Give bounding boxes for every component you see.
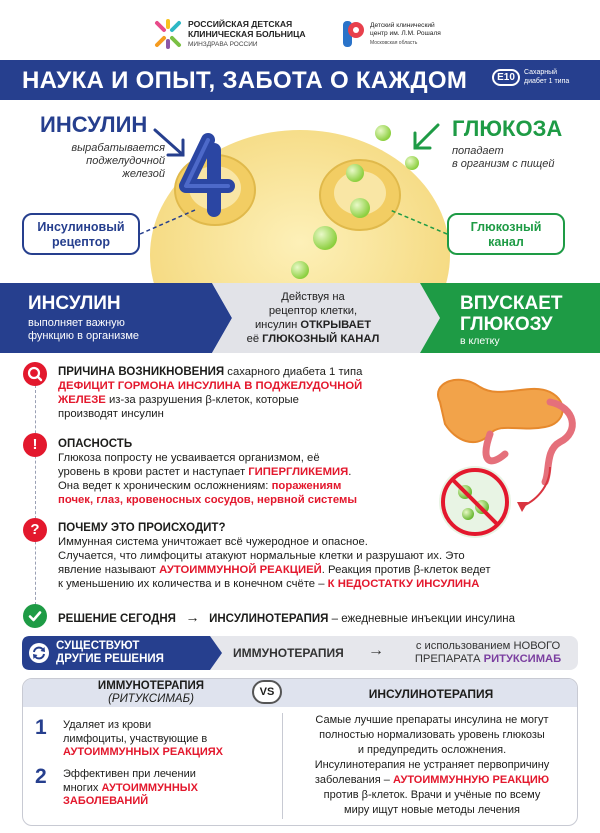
insulin-subtitle: вырабатывается поджелудочной железой: [71, 142, 165, 180]
insulin-therapy-text: Самые лучшие препараты инсулина не могут полностью нормализовать уровень глюкозы и предупредить осложнения. Инсулинотерапия не устраняет первопричину заболевания – АУТОИММУННУЮ РЕАКЦИЮ против β-клеток. Врачи и учёные по всему миру ищут новые методы лечения: [314, 714, 550, 816]
timeline-line: [35, 385, 36, 610]
rdkb-logo-icon: [152, 18, 184, 50]
column-divider: [282, 713, 283, 819]
arrow-icon: →: [368, 642, 384, 659]
warning-icon: !: [23, 433, 47, 457]
danger-section: ОПАСНОСТЬ Глюкоза попросту не усваивается организмом, её уровень в крови растет и наступает ГИПЕРГЛИКЕМИЯ. Она ведет к хроническим осложнениям: поражениям почек, глаз, кровеносных сосудов, нервной системы: [58, 438, 357, 506]
insulin-title: ИНСУЛИН: [40, 112, 148, 137]
glucose-title: ГЛЮКОЗА: [452, 116, 563, 141]
banner-title: НАУКА И ОПЫТ, ЗАБОТА О КАЖДОМ: [22, 67, 468, 94]
right-column-title: ИНСУЛИНОТЕРАПИЯ: [368, 687, 494, 701]
roshal-logo: [340, 18, 470, 54]
receptor-label: Инсулиновый рецептор: [22, 213, 140, 255]
point-number-1: 1: [35, 716, 47, 739]
glucose-arrow-icon: [415, 125, 438, 148]
immuno-point-1: Удаляет из крови лимфоциты, участвующие в АУТОИММУННЫХ РЕАКЦИЯХ: [63, 719, 224, 758]
logo1-sub: МИНЗДРАВА РОССИИ: [188, 41, 258, 48]
check-icon: [23, 604, 47, 628]
rituximab-note: с использованием НОВОГО ПРЕПАРАТА РИТУКСИМАБ: [414, 640, 562, 665]
logo2-line2: центр им. Л.М. Рошаля: [370, 30, 441, 37]
process-step-insulin: ИНСУЛИН выполняет важную функцию в организме: [28, 293, 140, 342]
other-solutions-label: СУЩЕСТВУЮТ ДРУГИЕ РЕШЕНИЯ: [56, 640, 164, 665]
cause-section: ПРИЧИНА ВОЗНИКНОВЕНИЯ сахарного диабета 1 типа ДЕФИЦИТ ГОРМОНА ИНСУЛИНА В ПОДЖЕЛУДОЧНОЙ ЖЕЛЕЗЕ из-за разрушения β-клеток, которые производят инсулин: [58, 366, 363, 420]
solution-section: РЕШЕНИЕ СЕГОДНЯ → ИНСУЛИНОТЕРАПИЯ – ежедневные инъекции инсулина: [58, 609, 516, 625]
roshal-logo-icon: [340, 18, 366, 50]
question-icon: ?: [23, 518, 47, 542]
icd-code-label: Сахарный диабет 1 типа: [524, 69, 570, 85]
channel-label: Глюкозный канал: [447, 213, 565, 255]
process-step-result: ВПУСКАЕТ ГЛЮКОЗУ в клетку: [460, 293, 563, 347]
immunotherapy-label: ИММУНОТЕРАПИЯ: [233, 646, 344, 660]
point-number-2: 2: [35, 765, 47, 788]
left-column-title: ИММУНОТЕРАПИЯ (РИТУКСИМАБ): [97, 680, 205, 705]
comparison-table: [22, 678, 578, 826]
logo1-line1: РОССИЙСКАЯ ДЕТСКАЯ: [188, 19, 293, 29]
refresh-icon: [28, 642, 50, 664]
logo1-line2: КЛИНИЧЕСКАЯ БОЛЬНИЦА: [188, 28, 306, 39]
immuno-point-2: Эффективен при лечении многих АУТОИММУННЫХ ЗАБОЛЕВАНИЙ: [63, 768, 198, 807]
glucose-subtitle: попадает в организм с пищей: [452, 145, 555, 170]
vs-badge: VS: [252, 680, 282, 704]
logo2-sub: Московская область: [370, 40, 418, 46]
process-step-action: Действуя на рецептор клетки, инсулин ОТКРЫВАЕТ её ГЛЮКОЗНЫЙ КАНАЛ: [246, 291, 380, 345]
rdkb-logo: [152, 18, 342, 54]
logo2-line1: Детский клинический: [370, 22, 435, 29]
why-section: ПОЧЕМУ ЭТО ПРОИСХОДИТ? Иммунная система уничтожает всё чужеродное и опасное. Случается, что лимфоциты атакуют нормальные клетки и разрушают их. Это явление называют АУТОИММУННОЙ РЕАКЦИЕЙ. Реакция против β-клеток ведет к уменьшению их количества и в конечном счёте – К НЕДОСТАТКУ ИНСУЛИНА: [58, 522, 491, 590]
search-icon: [23, 362, 47, 386]
icd-code-badge: E10: [492, 69, 520, 86]
